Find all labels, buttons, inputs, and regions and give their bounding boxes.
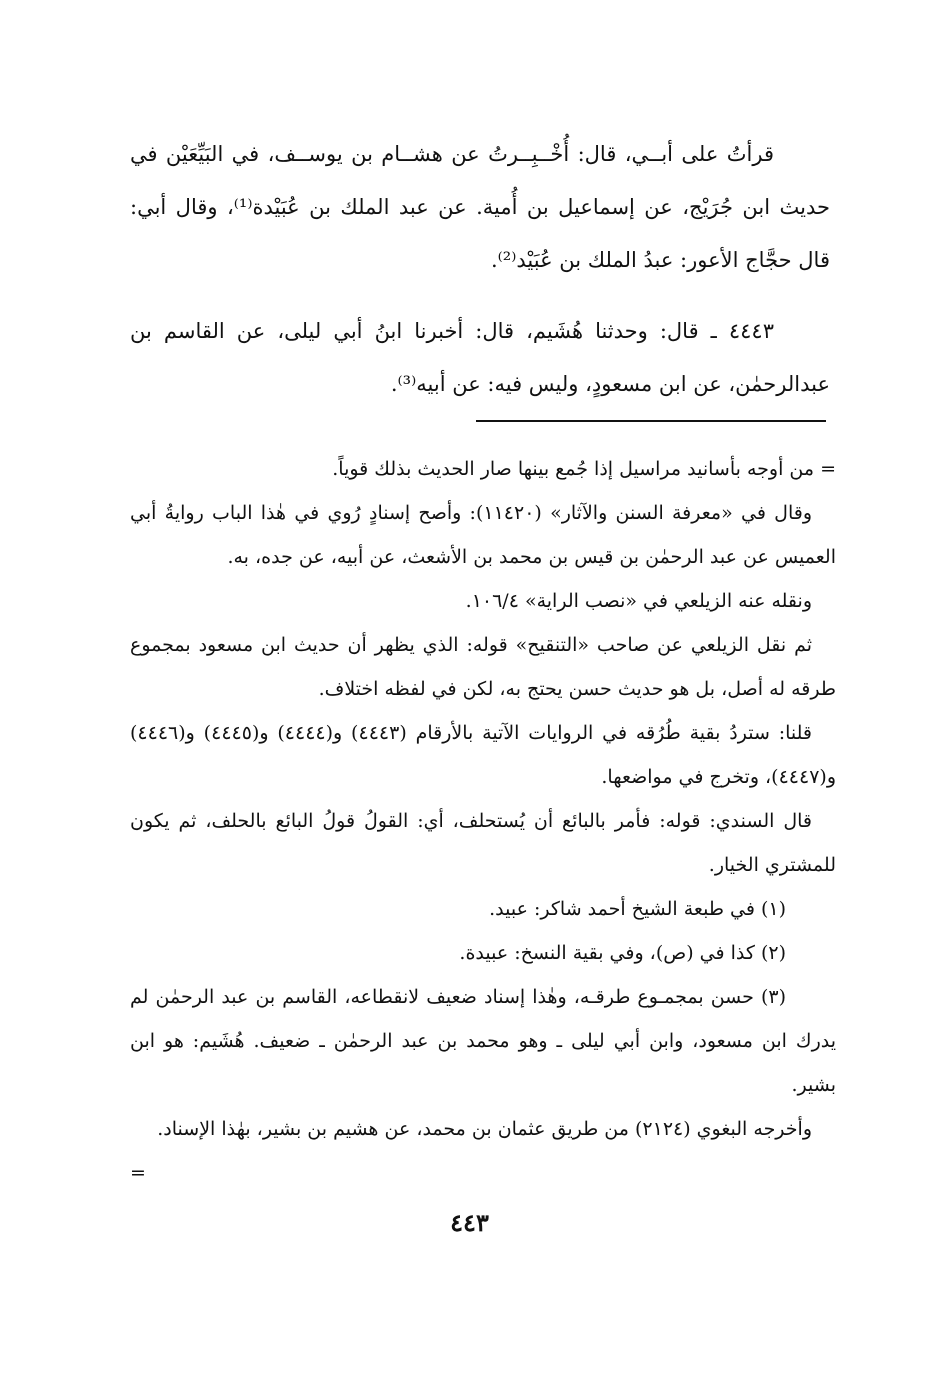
- footnote-1: (١) في طبعة الشيخ أحمد شاكر: عبيد.: [489, 898, 786, 920]
- note-continuation-line: = من أوجه بأسانيد مراسيل إذا جُمع بينها صار الحديث بذلك قوياً.: [332, 458, 836, 480]
- page-number: ٤٤٣: [450, 1208, 489, 1237]
- note-line-4: ثم نقل الزيلعي عن صاحب «التنقيح» قوله: الذي يظهر أن حديث ابن مسعود بمجموع طرقه له أصل، بل هو حديث حسن يحتج به، لكن في لفظه اختلاف.: [130, 634, 836, 700]
- footnotes-block: [130, 447, 836, 1195]
- note-line-5: قلنا: ستردُ بقية طُرُقه في الروايات الآتية بالأرقام (٤٤٤٣) و(٤٤٤٤) و(٤٤٤٥) و(٤٤٤٦) و(٤٤٤٧)، وتخرج في مواضعها.: [130, 722, 836, 788]
- footnote-separator: [476, 420, 826, 422]
- note-line-3: ونقله عنه الزيلعي في «نصب الراية» ١٠٦/٤.: [465, 590, 812, 612]
- note-final: وأخرجه البغوي (٢١٢٤) من طريق عثمان بن محمد، عن هشيم بن بشير، بهٰذا الإسناد. =: [130, 1107, 836, 1151]
- main-text: [130, 128, 830, 411]
- footnote-3: (٣) حسن بمجمـوع طرقـه، وهٰذا إسناد ضعيف لانقطاعه، القاسم بن عبد الرحمٰن لم يدرك ابن مسعود، وابن أبي ليلى ـ وهو محمد بن عبد الرحمٰن ـ ضعيف. هُشَيم: هو ابن بشير.: [130, 986, 836, 1096]
- note-line-2: وقال في «معرفة السنن والآثار» (١١٤٢٠): وأصح إسنادٍ رُوي في هٰذا الباب روايةُ أبي العميس عن عبد الرحمٰن بن قيس بن محمد بن الأشعث، عن أبيه، عن جده، به.: [130, 502, 836, 568]
- hadith-4443: ٤٤٤٣ ـ قال: وحدثنا هُشَيم، قال: أخبرنا ابنُ أبي ليلى، عن القاسم بن عبدالرحمٰن، عن ابن مسعودٍ، وليس فيه: عن أبيه⁽³⁾.: [130, 319, 830, 396]
- main-paragraph-1: قرأتُ على أبــي، قال: أُخْــبِــرتُ عن هشــام بن يوســف، في البَيِّعَيْن في حديث ابن جُرَيْج، عن إسماعيل بن أُمية. عن عبد الملك بن عُبَيْدة⁽¹⁾، وقال أبي: قال حجَّاج الأعور: عبدُ الملك بن عُبَيْد⁽²⁾.: [130, 142, 830, 272]
- footnote-2: (٢) كذا في (ص)، وفي بقية النسخ: عبيدة.: [459, 942, 786, 964]
- end-continuation-marker: =: [130, 1162, 146, 1184]
- note-line-6: قال السندي: قوله: فأمر بالبائع أن يُستحلف، أي: القولُ قولُ البائع بالحلف، ثم يكون للمشتري الخيار.: [130, 810, 836, 876]
- continuation-marker: =: [820, 458, 836, 480]
